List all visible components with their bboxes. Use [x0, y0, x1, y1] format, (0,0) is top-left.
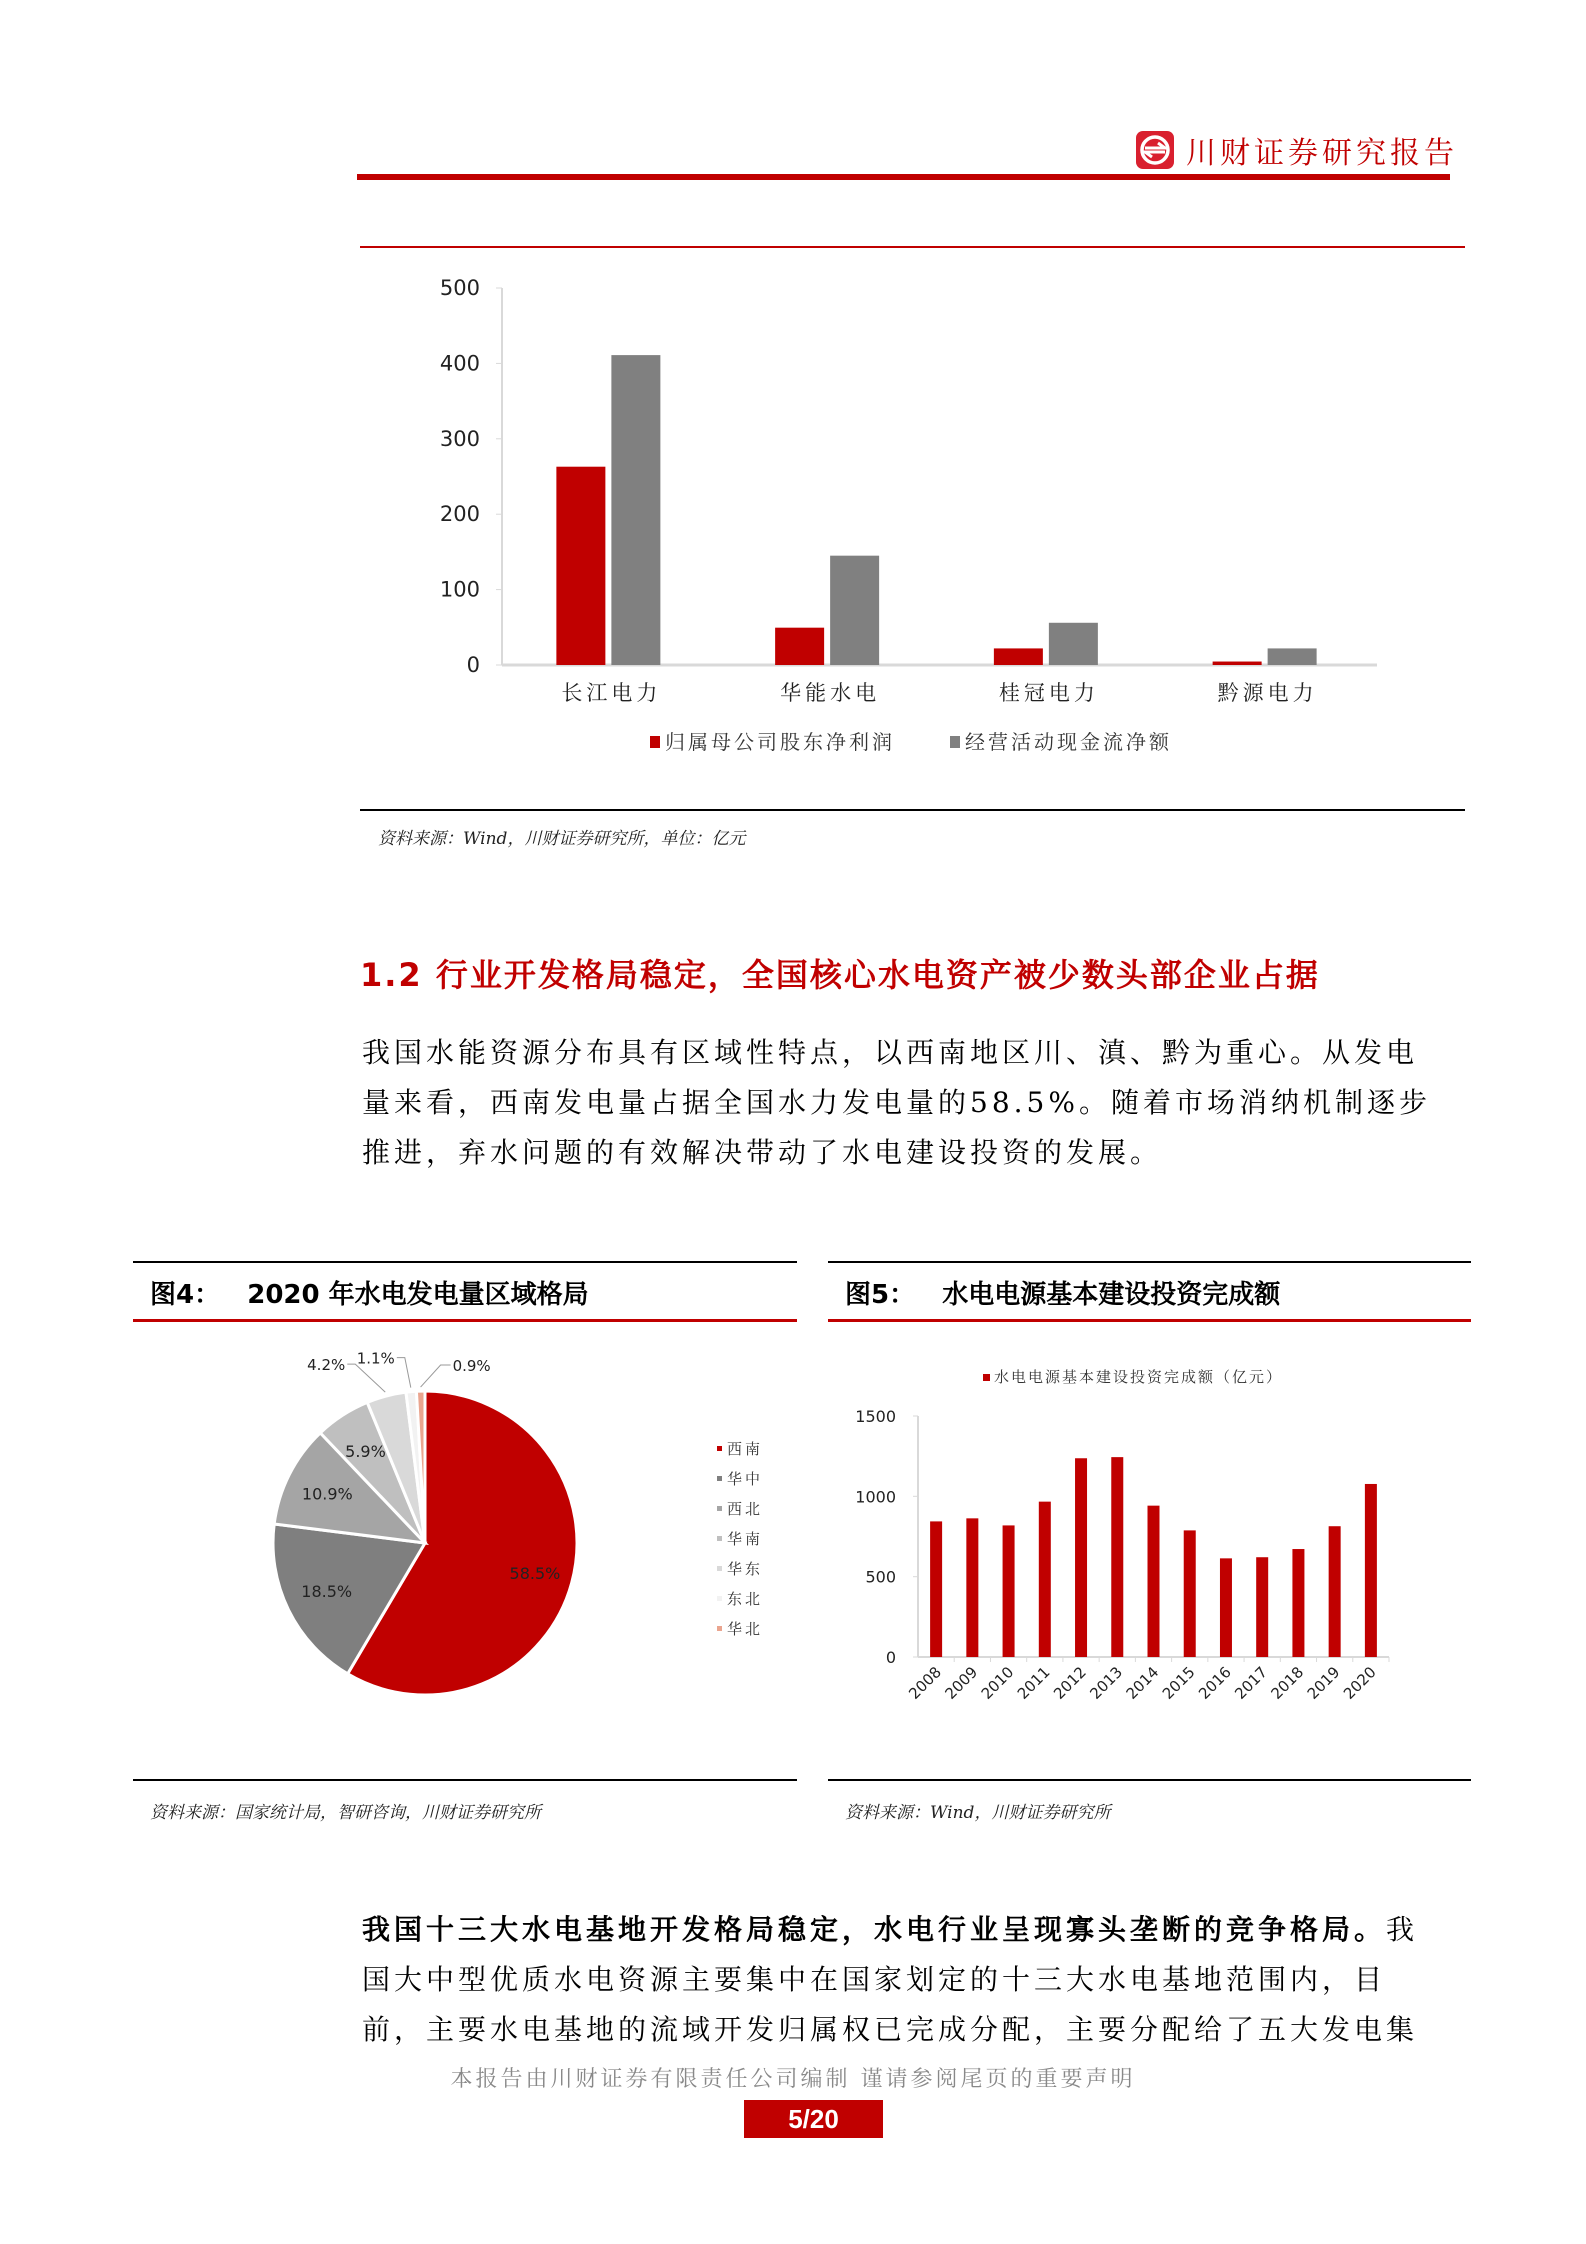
fig4-title-text: 2020 年水电发电量区域格局	[247, 1280, 589, 1310]
x-tick-label: 2016	[1195, 1663, 1235, 1703]
section-title: 1.2 行业开发格局稳定，全国核心水电资产被少数头部企业占据	[360, 956, 1320, 994]
fig4-title	[150, 1274, 589, 1311]
chart1-top-rule	[360, 246, 1465, 248]
fig4-top-rule	[133, 1261, 797, 1263]
bar-investment	[1365, 1484, 1377, 1657]
pie-value-label: 58.5%	[509, 1564, 561, 1584]
fig4-label: 图4：	[150, 1280, 221, 1310]
fig4-bottom-rule	[133, 1779, 797, 1781]
net-profit-cashflow-chart	[360, 250, 1465, 810]
x-tick-label: 2014	[1122, 1663, 1163, 1703]
bar-investment	[1329, 1526, 1341, 1657]
fig5-label: 图5：	[845, 1280, 916, 1310]
legend-swatch	[717, 1446, 722, 1451]
x-tick-label: 2013	[1086, 1663, 1127, 1703]
bar-investment	[1292, 1549, 1304, 1657]
x-tick-label: 2012	[1050, 1663, 1090, 1703]
y-tick-label: 0	[885, 1648, 896, 1667]
para-line: 国大中型优质水电资源主要集中在国家划定的十三大水电基地范围内，目	[362, 1963, 1387, 1996]
para-line	[362, 1905, 1462, 1955]
x-tick-label: 2020	[1339, 1663, 1380, 1703]
y-tick-label: 300	[439, 426, 480, 451]
bold-lead: 我国十三大水电基地开发格局稳定，水电行业呈现寡头垄断的竞争格局。	[362, 1913, 1387, 1946]
pie-value-label: 1.1%	[356, 1349, 395, 1368]
para-line: 前，主要水电基地的流域开发归属权已完成分配，主要分配给了五大发电集	[362, 2013, 1419, 2046]
bar-investment	[1075, 1458, 1087, 1657]
x-category-label: 桂冠电力	[998, 681, 1099, 705]
footer-disclaimer: 本报告由川财证券有限责任公司编制 谨请参阅尾页的重要声明	[450, 2067, 1136, 2092]
bar-investment	[930, 1521, 942, 1657]
bar-cashflow	[1049, 623, 1098, 665]
bar-cashflow	[611, 355, 660, 665]
legend-label: 东北	[727, 1590, 764, 1608]
x-category-label: 华能水电	[780, 681, 881, 705]
fig4-source: 资料来源：国家统计局，智研咨询，川财证券研究所	[150, 1803, 541, 1823]
x-tick-label: 2019	[1303, 1663, 1344, 1703]
bar-investment	[966, 1518, 978, 1657]
pie-value-label: 18.5%	[301, 1582, 353, 1602]
para-line: 我国水能资源分布具有区域性特点，以西南地区川、滇、黔为重心。从发电	[362, 1036, 1419, 1069]
pie-value-label: 4.2%	[307, 1356, 346, 1375]
fig4-title-rule	[133, 1319, 797, 1322]
bar-investment	[1220, 1558, 1232, 1657]
legend-swatch	[983, 1374, 990, 1381]
x-tick-label: 2011	[1013, 1663, 1054, 1703]
y-tick-label: 1000	[855, 1487, 896, 1507]
bar-net-profit	[994, 648, 1043, 665]
para-line: 量来看，西南发电量占据全国水力发电量的58.5%。随着市场消纳机制逐步	[362, 1086, 1431, 1119]
legend-label: 归属母公司股东净利润	[665, 730, 895, 754]
x-category-label: 长江电力	[561, 681, 662, 705]
bar-cashflow	[830, 556, 879, 665]
legend-label: 西南	[727, 1440, 764, 1458]
x-tick-label: 2008	[905, 1663, 945, 1703]
y-tick-label: 200	[439, 502, 480, 527]
y-tick-label: 500	[865, 1567, 896, 1587]
x-category-label: 黔源电力	[1217, 681, 1318, 705]
bar-net-profit	[1213, 662, 1262, 665]
para-line: 推进，弃水问题的有效解决带动了水电建设投资的发展。	[362, 1136, 1163, 1169]
fig5-top-rule	[828, 1261, 1471, 1263]
leader-line	[421, 1365, 451, 1387]
section-paragraph	[362, 1028, 1462, 1178]
fig5-source: 资料来源：Wind，川财证券研究所	[845, 1803, 1111, 1823]
legend-label: 水电电源基本建设投资完成额（亿元）	[994, 1368, 1284, 1386]
pie-value-label: 5.9%	[345, 1442, 386, 1462]
header-divider	[357, 174, 1450, 180]
brand-logo	[1136, 131, 1174, 169]
y-tick-label: 500	[439, 276, 480, 300]
y-tick-label: 400	[439, 351, 480, 376]
brand-title: 川财证券研究报告	[1186, 136, 1458, 171]
legend-swatch	[717, 1566, 722, 1571]
x-tick-label: 2010	[977, 1663, 1018, 1703]
bar-investment	[1256, 1557, 1268, 1657]
x-tick-label: 2017	[1231, 1663, 1272, 1703]
x-tick-label: 2015	[1158, 1663, 1199, 1703]
bar-investment	[1111, 1457, 1123, 1657]
legend-label: 西北	[727, 1500, 764, 1518]
x-tick-label: 2009	[941, 1663, 982, 1703]
hydro-investment-bar-chart	[828, 1325, 1471, 1775]
body-paragraph-2	[362, 1905, 1462, 2055]
bar-investment	[1184, 1530, 1196, 1657]
bar-net-profit	[556, 467, 605, 665]
bar-net-profit	[775, 628, 824, 665]
chart1-source: 资料来源：Wind，川财证券研究所，单位：亿元	[378, 829, 746, 849]
fig5-title	[845, 1274, 1280, 1311]
y-tick-label: 0	[466, 653, 480, 677]
legend-swatch	[650, 736, 660, 748]
legend-label: 华南	[727, 1530, 764, 1548]
legend-label: 华北	[727, 1620, 764, 1638]
legend-label: 华中	[727, 1470, 764, 1488]
x-tick-label: 2018	[1267, 1663, 1308, 1703]
legend-swatch	[717, 1476, 722, 1481]
fig5-title-text: 水电电源基本建设投资完成额	[942, 1280, 1281, 1310]
bar-investment	[1039, 1502, 1051, 1657]
fig5-bottom-rule	[828, 1779, 1471, 1781]
page-number: 5/20	[744, 2100, 883, 2138]
y-tick-label: 100	[439, 577, 480, 602]
pie-value-label: 0.9%	[452, 1357, 491, 1376]
pie-value-label: 10.9%	[301, 1484, 353, 1504]
bar-cashflow	[1268, 648, 1317, 665]
legend-swatch	[717, 1506, 722, 1511]
para-text: 我	[1386, 1913, 1419, 1946]
bar-investment	[1148, 1506, 1160, 1657]
chart1-bottom-rule	[360, 809, 1465, 811]
legend-swatch	[950, 736, 960, 748]
legend-label: 华东	[727, 1560, 764, 1578]
y-tick-label: 1500	[855, 1407, 896, 1426]
bar-investment	[1003, 1525, 1015, 1657]
legend-swatch	[717, 1596, 722, 1601]
fig5-title-rule	[828, 1319, 1471, 1322]
legend-swatch	[717, 1536, 722, 1541]
leader-line	[347, 1364, 385, 1392]
leader-line	[397, 1358, 411, 1388]
regional-hydro-pie-chart	[133, 1325, 797, 1775]
legend-label: 经营活动现金流净额	[965, 730, 1172, 754]
legend-swatch	[717, 1626, 722, 1631]
